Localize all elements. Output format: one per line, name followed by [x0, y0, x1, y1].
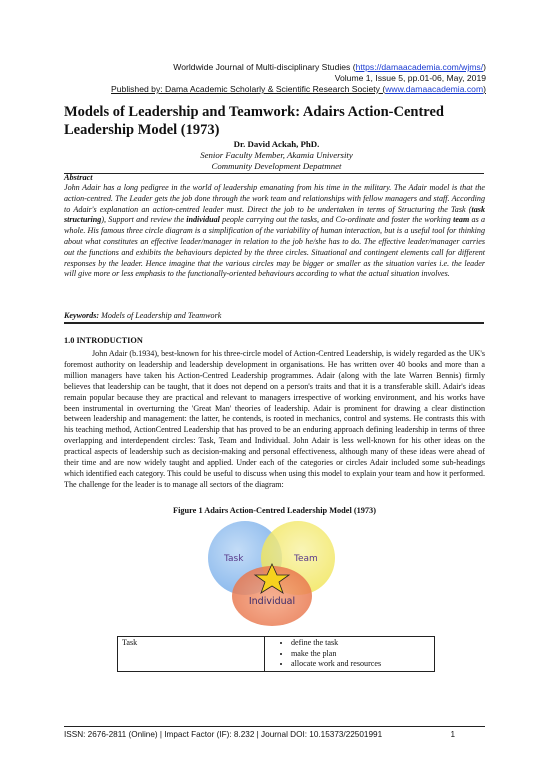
- abstract-seg: people carrying out the tasks, and Co-ordinate and foster the working: [219, 215, 454, 225]
- author-department: Community Development Depatmnet: [211, 161, 342, 171]
- intro-paragraph: John Adair (b.1934), best-known for his three-circle model of Action-Centred Leadership, is widely regarded as the UK's foremost authority on leadership and leadership development in organisations. He has written over 40 books and more than a million managers have taken his Action-Centred Leadership programmes. Adair (along with the late Warren Bennis) firmly believes that leadership can be taught, that it does not depend on a person's traits and that it is a transferable skill. Adair's ideas remain popular because they are practical and relevant to managers irrespective of working environment, and his works have been instrumental in overturning the 'Great Man' theories of leadership. Adair is prominent for drawing a clear distinction between leadership and management: the latter, he contends, is rooted in mechanics, control and systems. He contrasts this with his teaching method, ActionCentred Leadership that has proved to be an enduring approach defining leadership in terms of three overlapping and interdependent circles: Task, Team and Individual. John Adair is less well-known for his other ideas on the practical aspects of leadership such as decision-making and personal effectiveness, although many of these ideas were ahead of their time and are now widely taught and applied. Under each of the categories or circles Adair included some sub-headings which identified each category. This could be useful to discuss when using this model to explain your team and how it performed. The challenge for the leader is to manage all sectors of the diagram:: [64, 349, 485, 489]
- keywords-text: Models of Leadership and Teamwork: [99, 311, 222, 320]
- journal-name: Worldwide Journal of Multi-disciplinary Studies (: [173, 62, 356, 72]
- task-label: Task: [224, 554, 244, 564]
- footer-rule: [64, 726, 485, 727]
- team-label: Team: [294, 554, 318, 564]
- keywords-line: [64, 311, 221, 320]
- journal-header-line: [173, 62, 486, 73]
- table-row-label: Task: [118, 637, 265, 672]
- paper-title: Models of Leadership and Teamwork: Adairs Action-Centred Leadership Model (1973): [64, 104, 444, 138]
- list-item: • define the task: [291, 638, 430, 649]
- volume-info: Volume 1, Issue 5, pp.01-06, May, 2019: [334, 73, 486, 83]
- footer: [64, 730, 485, 739]
- individual-label: Individual: [248, 596, 296, 607]
- abstract-emphasis: task structuring: [64, 204, 485, 225]
- intro-heading: 1.0 INTRODUCTION: [64, 336, 143, 345]
- table-items-cell: [265, 637, 435, 672]
- journal-close: ): [483, 62, 486, 72]
- author-name: Dr. David Ackah, PhD.: [233, 139, 320, 149]
- page-number: 1: [450, 730, 455, 739]
- abstract-top-rule: [64, 173, 484, 174]
- abstract-seg: ), Support and review the: [101, 215, 187, 225]
- keywords-label: Keywords:: [64, 311, 100, 320]
- figure-title: Figure 1 Adairs Action-Centred Leadership Model (1973): [173, 506, 376, 515]
- list-item: • make the plan: [291, 649, 430, 660]
- table-row: [118, 637, 435, 672]
- journal-link[interactable]: https://damaacademia.com/wjms/: [355, 62, 484, 72]
- abstract-bottom-rule: [64, 322, 484, 324]
- abstract-seg: John Adair has a long pedigree in the world of leadership emanating from his time in the military. The Adair model is that the action-centred. The Leader gets the job done through the work team and relationships with fellow managers and staff. According to Adair's explanation an action-centred leader must. Direct the job to be undertaken in terms of Structuring the Task (: [64, 183, 485, 214]
- abstract-emphasis: team: [453, 215, 470, 225]
- society-link[interactable]: www.damaacademia.com: [385, 84, 484, 94]
- three-circle-diagram: [190, 518, 360, 630]
- publisher-close: ): [483, 84, 486, 94]
- abstract-seg: as a whole. His famous three circle diagram is a simplification of the variability of human interaction, but is a useful tool for thinking about what constitutes an effective leader/manager in relation to the job he/she has to do. The effective leader/manager carries out the functions and exhibits the behaviours depicted by the three circles. Situational and contingent elements call for different responses by the leader. Hence imagine that the various circles may be bigger or smaller as the situation varies i.e. the leader will give more or less emphasis to the functionally-oriented behaviours according to what the actual situation involves.: [64, 215, 486, 279]
- abstract-emphasis: individual: [186, 215, 220, 225]
- publisher-line: [111, 84, 486, 95]
- footer-text: ISSN: 2676-2811 (Online) | Impact Factor (IF): 8.232 | Journal DOI: 10.15373/22501991: [64, 730, 383, 739]
- abstract-heading: Abstract: [64, 173, 93, 182]
- author-position: Senior Faculty Member, Akamia University: [200, 150, 353, 160]
- list-item: • allocate work and resources: [291, 659, 430, 670]
- abstract-body: [64, 183, 485, 280]
- publisher-text: Published by: Dama Academic Scholarly & Scientific Research Society (: [111, 84, 386, 94]
- task-table: [117, 636, 435, 672]
